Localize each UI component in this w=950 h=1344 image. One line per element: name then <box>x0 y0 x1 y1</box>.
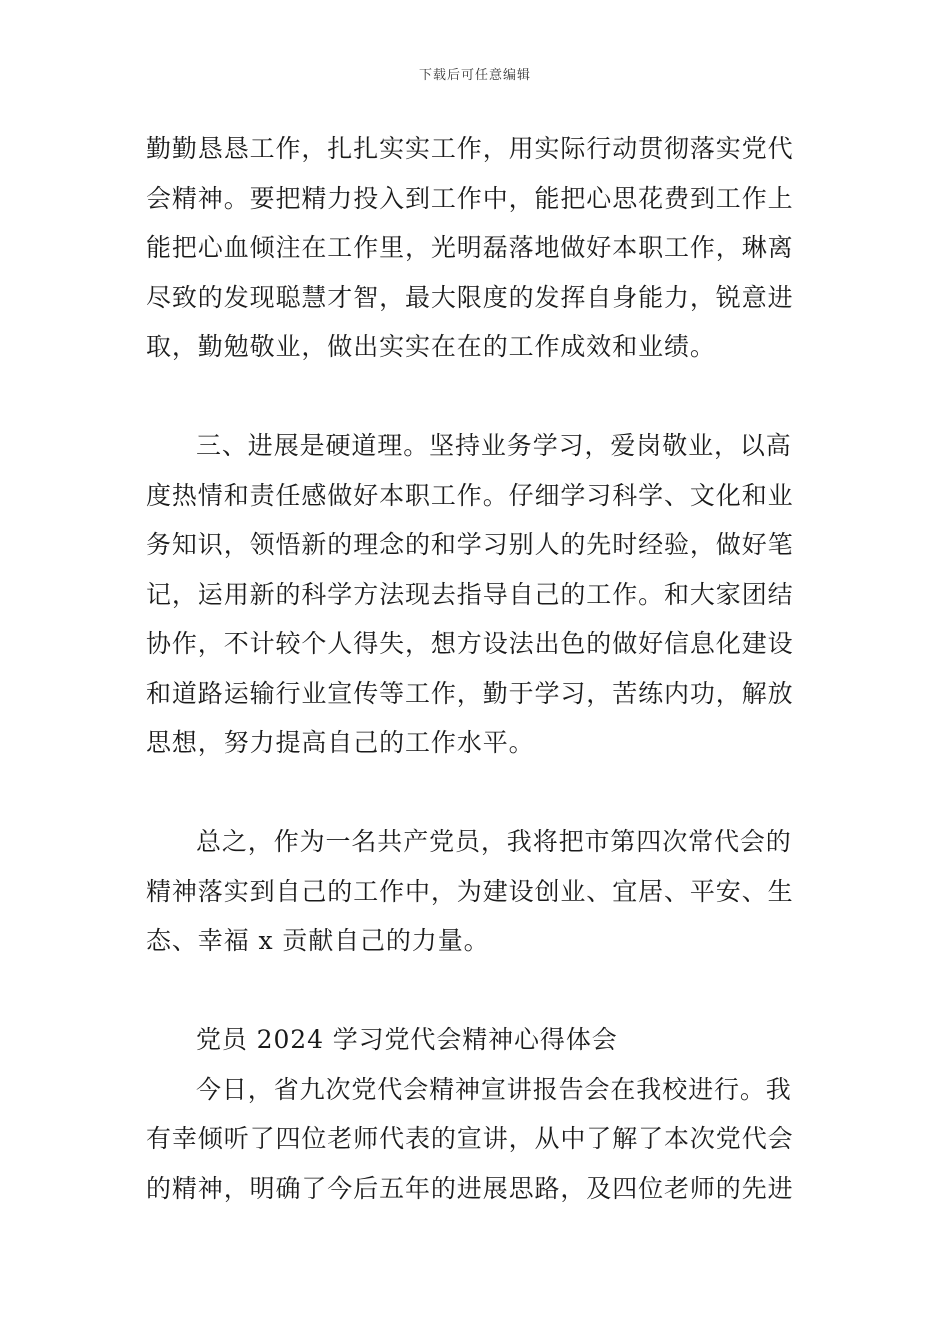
text-line: 和道路运输行业宣传等工作，勤于学习，苦练内功，解放 <box>146 678 794 708</box>
paragraph <box>146 817 810 966</box>
text-line: 思想，努力提高自己的工作水平。 <box>146 728 535 757</box>
paragraph <box>146 1065 810 1214</box>
text-line: 态、幸福 x 贡献自己的力量。 <box>146 926 490 955</box>
paragraph-gap <box>146 966 810 1016</box>
section-heading <box>146 1015 810 1065</box>
text-line: 精神落实到自己的工作中，为建设创业、宜居、平安、生 <box>146 876 794 906</box>
text-line: 会精神。要把精力投入到工作中，能把心思花费到工作上 <box>146 183 794 213</box>
text-line: 三、进展是硬道理。坚持业务学习，爱岗敬业，以高 <box>196 431 792 460</box>
text-line: 协作，不计较个人得失，想方设法出色的做好信息化建设 <box>146 629 794 658</box>
text-line: 记，运用新的科学方法现去指导自己的工作。和大家团结 <box>146 579 794 609</box>
text-line: 取，勤勉敬业，做出实实在在的工作成效和业绩。 <box>146 332 716 361</box>
text-line: 今日，省九次党代会精神宣讲报告会在我校进行。我 <box>196 1074 792 1104</box>
text-line: 的精神，明确了今后五年的进展思路，及四位老师的先进 <box>146 1173 794 1203</box>
text-line: 有幸倾听了四位老师代表的宣讲，从中了解了本次党代会 <box>146 1124 794 1153</box>
text-line: 总之，作为一名共产党员，我将把市第四次常代会的 <box>196 827 792 856</box>
text-line: 度热情和责任感做好本职工作。仔细学习科学、文化和业 <box>146 480 794 510</box>
paragraph <box>146 421 810 768</box>
text-line: 能把心血倾注在工作里，光明磊落地做好本职工作，琳离 <box>146 233 794 262</box>
page-header-note: 下载后可任意编辑 <box>418 68 531 83</box>
text-line: 勤勤恳恳工作，扎扎实实工作，用实际行动贯彻落实党代 <box>146 134 794 163</box>
document-body <box>146 124 810 1213</box>
paragraph-gap <box>146 372 810 422</box>
heading-line: 党员 2024 学习党代会精神心得体会 <box>196 1025 618 1054</box>
text-line: 务知识，领悟新的理念的和学习别人的先时经验，做好笔 <box>146 530 794 559</box>
paragraph <box>146 124 810 372</box>
text-line: 尽致的发现聪慧才智，最大限度的发挥自身能力，锐意进 <box>146 282 794 312</box>
paragraph-gap <box>146 768 810 818</box>
